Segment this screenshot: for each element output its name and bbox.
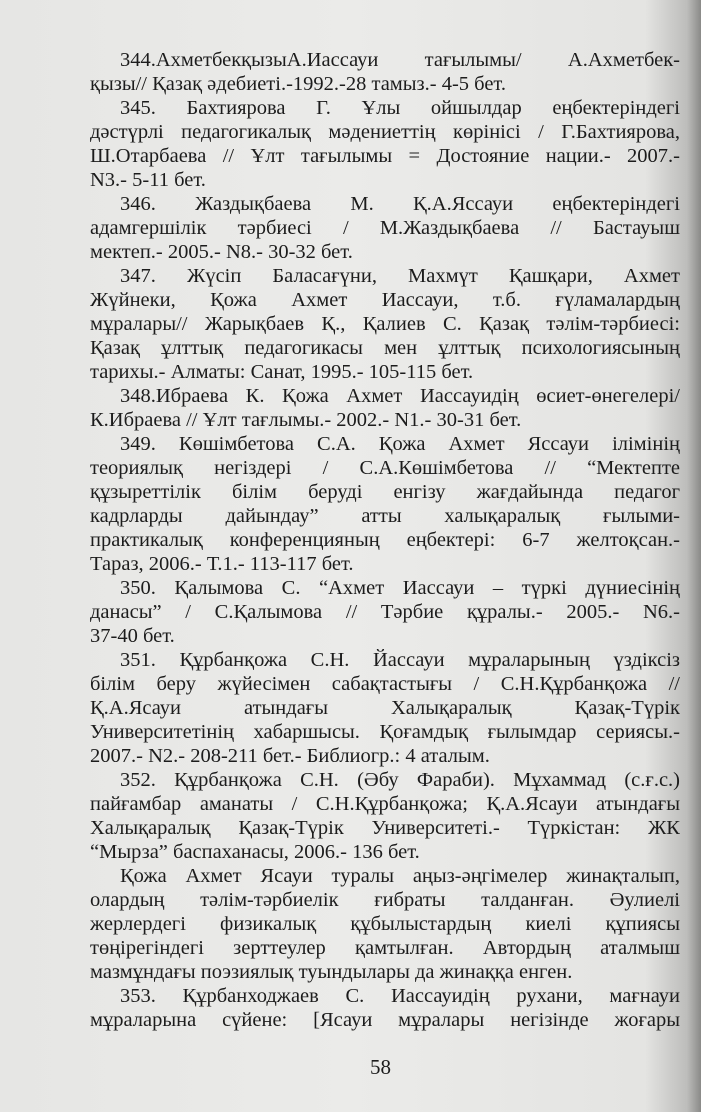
text-line: К.Ибраева // Ұлт тағлымы.- 2002.- N1.- 30-31 бет. bbox=[90, 409, 522, 431]
text-line: білім беру жүйесімен сабақтастығы / С.Н.Құрбанқожа // bbox=[90, 673, 680, 695]
text-line: данасы” / С.Қалымова // Тәрбие құралы.- 2005.- N6.- bbox=[90, 601, 680, 623]
text-line: олардың тәлім-тәрбиелік ғибраты талданған. Әулиелі bbox=[90, 889, 680, 911]
text-line: “Мырза” баспаханасы, 2006.- 136 бет. bbox=[90, 841, 420, 863]
text-line: төңірегіндегі зерттеулер қамтылған. Автордың аталмыш bbox=[90, 937, 680, 959]
text-line: 345. Бахтиярова Г. Ұлы ойшылдар еңбектеріндегі bbox=[120, 97, 680, 119]
bibliography-entry bbox=[90, 984, 680, 1032]
text-line: дәстүрлі педагогикалық мәдениеттің көрінісі / Г.Бахтиярова, bbox=[90, 121, 680, 143]
bibliography-entry bbox=[90, 648, 680, 768]
text-line: адамгершілік тәрбиесі / М.Жаздықбаева // Бастауыш bbox=[90, 217, 680, 239]
text-line: Қ.А.Ясауи атындағы Халықаралық Қазақ-Түрік bbox=[90, 697, 680, 719]
text-line: 353. Құрбанходжаев С. Иассауидің рухани, мағнауи bbox=[120, 985, 680, 1007]
text-line: 347. Жүсіп Баласағүни, Махмүт Қашқари, Ахмет bbox=[120, 265, 680, 287]
text-line: мұралары// Жарықбаев Қ., Қалиев С. Қазақ тәлім-тәрбиесі: bbox=[90, 313, 680, 335]
text-line: 346. Жаздықбаева М. Қ.А.Яссауи еңбектеріндегі bbox=[120, 193, 680, 215]
text-line: пайғамбар аманаты / С.Н.Құрбанқожа; Қ.А.Ясауи атындағы bbox=[90, 793, 680, 815]
bibliography-entry bbox=[90, 264, 680, 384]
text-line: 349. Көшімбетова С.А. Қожа Ахмет Яссауи ілімінің bbox=[120, 433, 680, 455]
text-line: құзыреттілік білім беруді енгізу жағдайында педагог bbox=[90, 481, 680, 503]
bibliography-entry bbox=[90, 576, 680, 648]
text-line: Жүйнеки, Қожа Ахмет Иассауи, т.б. ғүламалардың bbox=[90, 289, 680, 311]
text-line: жерлердегі физикалық құбылыстардың киелі құпиясы bbox=[90, 913, 680, 935]
text-line: Университетінің хабаршысы. Қоғамдық ғылымдар сериясы.- bbox=[90, 721, 680, 743]
text-line: теориялық негіздері / С.А.Көшімбетова // “Мектепте bbox=[90, 457, 680, 479]
text-line: 352. Құрбанқожа С.Н. (Әбу Фараби). Мұхаммад (с.ғ.с.) bbox=[120, 769, 680, 791]
text-line: қызы// Қазақ әдебиеті.-1992.-28 тамыз.- 4-5 бет. bbox=[90, 73, 506, 95]
text-line: Тараз, 2006.- Т.1.- 113-117 бет. bbox=[90, 553, 354, 575]
text-line: 2007.- N2.- 208-211 бет.- Библиогр.: 4 аталым. bbox=[90, 745, 490, 767]
bibliography-entry bbox=[90, 864, 680, 984]
bibliography-entry bbox=[90, 432, 680, 576]
text-line: практикалық конференцияның еңбектері: 6-7 желтоқсан.- bbox=[90, 529, 680, 551]
page-number: 58 bbox=[370, 1055, 391, 1079]
text-line: 348.Ибраева К. Қожа Ахмет Иассауидің өсиет-өнегелері/ bbox=[120, 385, 680, 407]
text-line: мазмұндағы поэзиялық туындылары да жинаққа енген. bbox=[90, 961, 573, 983]
bibliography-entry bbox=[90, 384, 680, 432]
text-line: Қожа Ахмет Ясауи туралы аңыз-әңгімелер жинақталып, bbox=[120, 865, 680, 887]
document-body bbox=[90, 48, 680, 1032]
text-line: 350. Қалымова С. “Ахмет Иассауи – түркі дүниесінің bbox=[120, 577, 680, 599]
text-line: Қазақ ұлттық педагогикасы мен ұлттық психологиясының bbox=[90, 337, 680, 359]
bibliography-entry bbox=[90, 48, 680, 96]
text-line: 37-40 бет. bbox=[90, 625, 175, 647]
bibliography-entry bbox=[90, 192, 680, 264]
text-line: N3.- 5-11 бет. bbox=[90, 169, 206, 191]
text-line: тарихы.- Алматы: Санат, 1995.- 105-115 бет. bbox=[90, 361, 474, 383]
bibliography-entry bbox=[90, 96, 680, 192]
text-line: 351. Құрбанқожа С.Н. Йассауи мұраларының үздіксіз bbox=[120, 649, 680, 671]
bibliography-entry bbox=[90, 768, 680, 864]
text-line: Халықаралық Қазақ-Түрік Университеті.- Түркістан: ЖК bbox=[90, 817, 680, 839]
text-line: мектеп.- 2005.- N8.- 30-32 бет. bbox=[90, 241, 353, 263]
text-line: кадрларды дайындау” атты халықаралық ғылыми- bbox=[90, 505, 680, 527]
text-line: 344.АхметбекқызыА.Иассауи тағылымы/ А.Ахметбек- bbox=[120, 49, 680, 71]
text-line: мұраларына сүйене: [Ясауи мұралары негізінде жоғары bbox=[90, 1009, 680, 1031]
text-line: Ш.Отарбаева // Ұлт тағылымы = Достояние нации.- 2007.- bbox=[90, 145, 680, 167]
